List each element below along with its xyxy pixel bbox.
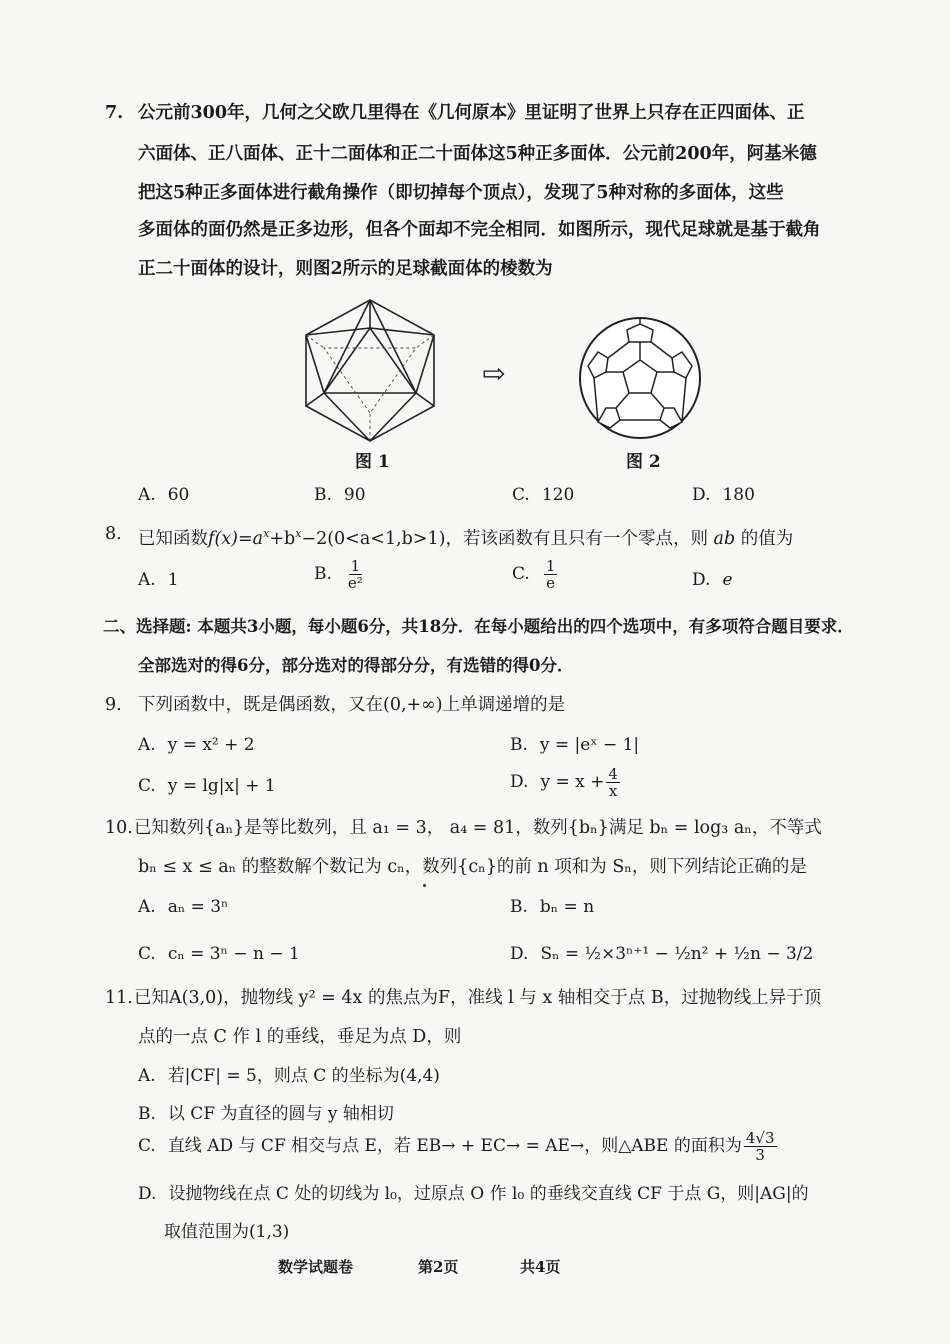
q7-line-4: 多面体的面仍然是正多边形，但各个面却不完全相同．如图所示，现代足球就是基于截角 [138, 220, 821, 240]
figure-1-caption: 图 1 [355, 452, 390, 472]
soccer-ball-figure [578, 316, 702, 440]
q9-number: 9. [105, 695, 122, 715]
q7-line-3: 把这5种正多面体进行截角操作（即切掉每个顶点），发现了5种对称的多面体，这些 [138, 183, 784, 203]
q11-option-a[interactable]: A. 若|CF| = 5，则点 C 的坐标为(4,4) [138, 1066, 440, 1086]
q11-line-1: 已知A(3,0)，抛物线 y² = 4x 的焦点为F，准线 l 与 x 轴相交于点 B，过抛物线上异于顶 [134, 988, 822, 1008]
q7-number: 7. [105, 103, 124, 123]
q8-option-c[interactable]: C. $\frac{1}{e}$ [512, 557, 556, 592]
q7-line-5: 正二十面体的设计，则图2所示的足球截面体的棱数为 [138, 259, 553, 279]
section-2-instructions: 全部选对的得6分，部分选对的得部分分，有选错的得0分． [138, 656, 574, 675]
q10-line-1: 已知数列{aₙ}是等比数列，且 a₁ = 3， a₄ = 81，数列{bₙ}满足 bₙ = log₃ aₙ，不等式 [134, 818, 822, 838]
q7-line-1: 公元前300年，几何之父欧几里得在《几何原本》里证明了世界上只存在正四面体、正 [138, 103, 805, 123]
q8-option-a[interactable]: A. 1 [138, 570, 179, 590]
q7-option-a[interactable]: A. 60 [138, 485, 190, 505]
q10-option-b[interactable]: B. bₙ = n [510, 897, 595, 917]
q11-option-d-continued: 取值范围为(1,3) [164, 1222, 290, 1242]
q8-number: 8. [105, 524, 122, 544]
q10-number: 10. [105, 818, 133, 838]
q10-option-d[interactable]: D. Sₙ = ½×3ⁿ⁺¹ − ½n² + ½n − 3/2 [510, 944, 814, 964]
q8-option-d[interactable]: D. e [692, 570, 733, 590]
icosahedron-figure [300, 298, 440, 443]
arrow-icon: ⇨ [482, 357, 506, 390]
q9-option-d[interactable]: D. y = x + $\frac{4}{x}$ [510, 765, 618, 800]
q9-option-b[interactable]: B. y = |eˣ − 1| [510, 735, 640, 755]
q11-option-d[interactable]: D. 设抛物线在点 C 处的切线为 l₀，过原点 O 作 l₀ 的垂线交直线 CF 于点 G，则|AG|的 [138, 1184, 809, 1204]
q7-option-d[interactable]: D. 180 [692, 485, 755, 505]
q11-line-2: 点的一点 C 作 l 的垂线，垂足为点 D，则 [138, 1027, 462, 1047]
q10-option-c[interactable]: C. cₙ = 3ⁿ − n − 1 [138, 944, 300, 964]
q9-option-c[interactable]: C. y = lg|x| + 1 [138, 776, 276, 796]
q11-number: 11. [105, 988, 133, 1008]
footer-page-number: 第2页 [418, 1258, 459, 1276]
q11-option-b[interactable]: B. 以 CF 为直径的圆与 y 轴相切 [138, 1104, 394, 1124]
footer-total-pages: 共4页 [520, 1258, 561, 1276]
q7-option-c[interactable]: C. 120 [512, 485, 575, 505]
q9-stem: 下列函数中，既是偶函数，又在(0,+∞)上单调递增的是 [138, 695, 566, 715]
q11-option-c[interactable]: C. 直线 AD 与 CF 相交与点 E，若 EB→ + EC→ = AE→，则△ABE 的面积为 $\frac{4√3}{3}$ [138, 1129, 775, 1164]
q8-option-b[interactable]: B. $\frac{1}{\text{e²}}$ [314, 557, 363, 592]
stray-dot [423, 884, 426, 887]
q8-stem: 已知函数$f(x)=a^x+b^x-2(0<a<1,b>1)$，若该函数有且只有一个零点，则 ab 的值为 [138, 527, 794, 549]
figure-2-caption: 图 2 [626, 452, 661, 472]
section-2-heading: 二、选择题: 本题共3小题，每小题6分，共18分．在每小题给出的四个选项中，有多项符合题目要求． [103, 617, 854, 636]
q7-option-b[interactable]: B. 90 [314, 485, 366, 505]
footer-subject: 数学试题卷 [278, 1258, 354, 1276]
q9-option-a[interactable]: A. y = x² + 2 [138, 735, 255, 755]
q7-line-2: 六面体、正八面体、正十二面体和正二十面体这5种正多面体．公元前200年，阿基米德 [138, 144, 817, 164]
q10-option-a[interactable]: A. aₙ = 3ⁿ [138, 897, 229, 917]
q10-line-2: bₙ ≤ x ≤ aₙ 的整数解个数记为 cₙ，数列{cₙ}的前 n 项和为 Sₙ，则下列结论正确的是 [138, 857, 807, 877]
